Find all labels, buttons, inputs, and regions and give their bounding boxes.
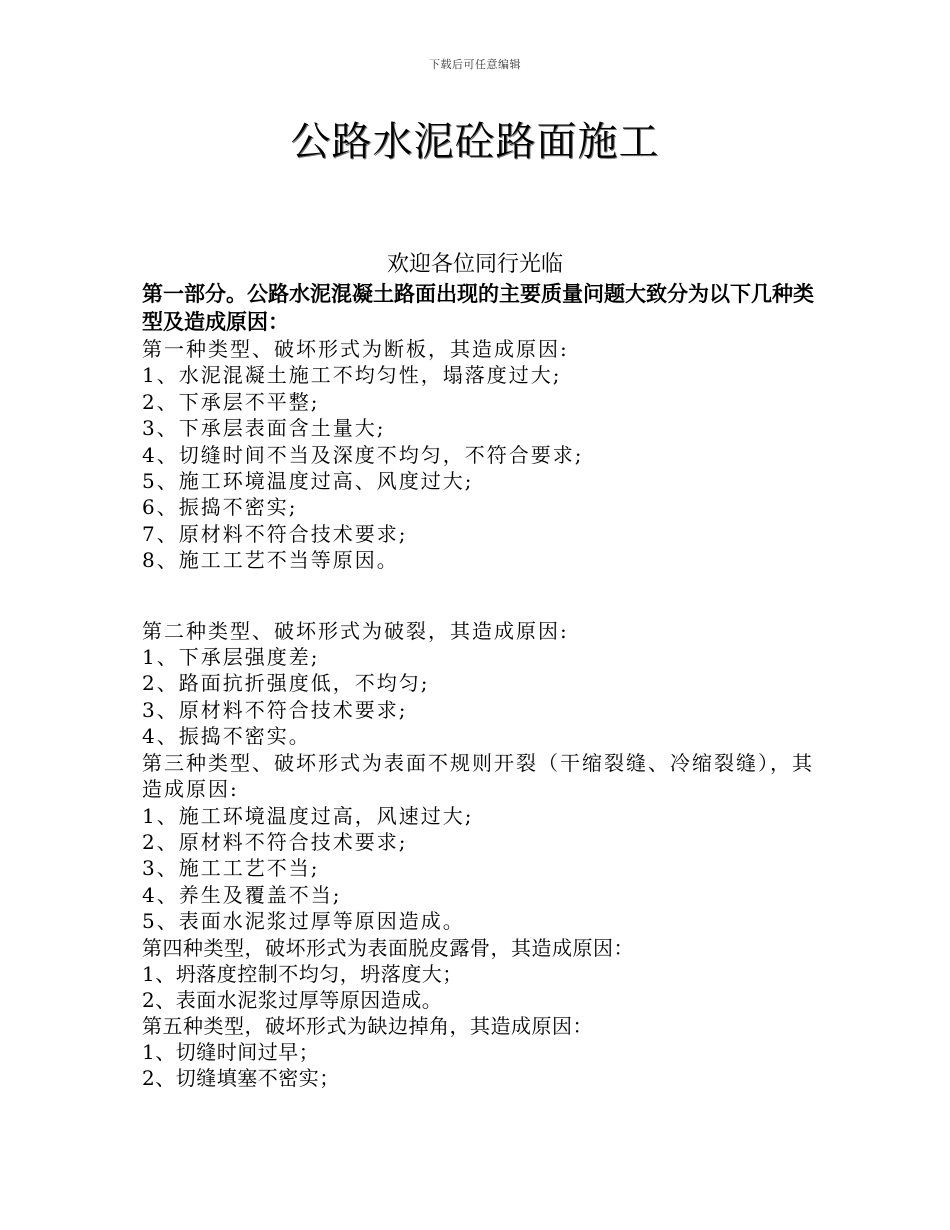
list-item: 7、原材料不符合技术要求; [142, 521, 408, 546]
type1-heading: 第一种类型、破坏形式为断板，其造成原因: [142, 337, 569, 361]
list-item: 4、振捣不密实。 [142, 724, 311, 749]
welcome-line: 欢迎各位同行光临 [386, 252, 563, 277]
type4-section [142, 935, 822, 1013]
list-item: 3、下承层表面含土量大; [142, 416, 386, 441]
document-body [142, 280, 822, 1091]
list-item: 3、施工工艺不当; [142, 856, 320, 881]
type5-heading: 第五种类型，破坏形式为缺边掉角，其造成原因： [142, 1013, 593, 1038]
list-item: 5、表面水泥浆过厚等原因造成。 [142, 909, 465, 934]
list-item: 5、施工环境温度过高、风度过大; [142, 469, 474, 494]
type3-section [142, 750, 822, 935]
list-item: 2、原材料不符合技术要求; [142, 829, 408, 854]
list-item: 2、切缝填塞不密实； [142, 1065, 340, 1090]
list-item: 6、振捣不密实; [142, 495, 298, 520]
header-note: 下载后可任意编辑 [429, 58, 521, 71]
list-item: 1、下承层强度差; [142, 645, 320, 670]
list-item: 1、水泥混凝土施工不均匀性，塌落度过大; [142, 363, 562, 388]
list-item: 2、下承层不平整; [142, 389, 320, 414]
type5-section [142, 1013, 822, 1091]
document-title: 公路水泥砼路面施工 [290, 119, 660, 165]
list-item: 4、养生及覆盖不当; [142, 882, 342, 907]
part1-heading: 第一部分。公路水泥混凝土路面出现的主要质量问题大致分为以下几种类型及造成原因： [142, 282, 814, 334]
list-item: 1、施工环境温度过高，风速过大; [142, 803, 474, 828]
type1-section [142, 336, 822, 574]
list-item: 8、施工工艺不当等原因。 [142, 548, 399, 573]
list-item: 1、切缝时间过早； [142, 1039, 320, 1064]
section-gap [142, 574, 822, 618]
type4-heading: 第四种类型，破坏形式为表面脱皮露骨，其造成原因： [142, 935, 634, 960]
list-item: 2、表面水泥浆过厚等原因造成。 [142, 987, 443, 1012]
type3-heading: 第三种类型、破坏形式为表面不规则开裂（干缩裂缝、冷缩裂缝），其造成原因: [142, 750, 814, 802]
list-item: 4、切缝时间不当及深度不均匀，不符合要求; [142, 442, 584, 467]
type2-section [142, 618, 822, 750]
list-item: 3、原材料不符合技术要求; [142, 697, 408, 722]
list-item: 2、路面抗折强度低，不均匀; [142, 671, 430, 696]
type2-heading: 第二种类型、破坏形式为破裂，其造成原因: [142, 618, 569, 643]
list-item: 1、坍落度控制不均匀，坍落度大； [142, 961, 463, 986]
